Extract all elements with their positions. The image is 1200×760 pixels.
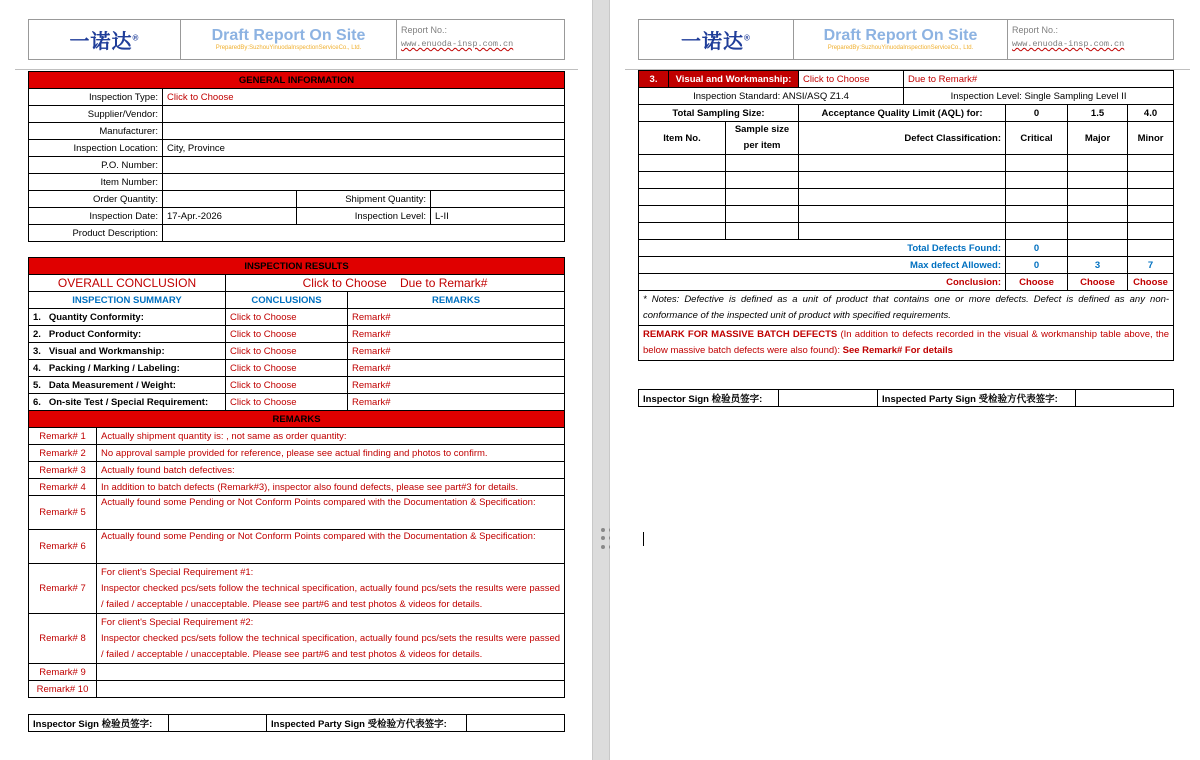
remark-label: Remark# 8: [29, 614, 97, 664]
massive-batch-see: See Remark# For details: [842, 345, 953, 356]
inspection-level: Inspection Level: Single Sampling Level II: [904, 88, 1174, 105]
remark-label: Remark# 5: [29, 496, 97, 530]
section-title: Visual and Workmanship:: [669, 71, 799, 88]
max-defect-major: 3: [1068, 257, 1128, 274]
summary-label: 5. Data Measurement / Weight:: [29, 377, 226, 394]
po-number-field[interactable]: [163, 157, 565, 174]
defect-item-cell[interactable]: [639, 223, 726, 240]
summary-row: [29, 377, 565, 394]
report-number-cell: [1008, 20, 1174, 60]
remark-row: [29, 681, 565, 698]
defect-sample-cell[interactable]: [726, 155, 799, 172]
defect-item-cell[interactable]: [639, 189, 726, 206]
defect-major-cell[interactable]: [1068, 189, 1128, 206]
company-logo: 一诺达®: [639, 20, 794, 60]
total-defects-critical: 0: [1006, 240, 1068, 257]
summary-choose[interactable]: Click to Choose: [226, 309, 348, 326]
remark-label: Remark# 1: [29, 428, 97, 445]
defect-critical-cell[interactable]: [1006, 155, 1068, 172]
total-defects-minor: [1128, 240, 1174, 257]
report-title-cell: [181, 20, 397, 60]
max-defect-label: Max defect Allowed:: [639, 257, 1006, 274]
inspection-summary-header: INSPECTION SUMMARY: [29, 292, 226, 309]
report-header: [638, 19, 1174, 60]
manufacturer-label: Manufacturer:: [29, 123, 163, 140]
item-number-label: Item Number:: [29, 174, 163, 191]
prepared-by: PreparedBy:SuzhouYinuodaInspectionServiceCo., Ltd.: [215, 45, 362, 51]
total-defects-major: [1068, 240, 1128, 257]
inspector-sign-field[interactable]: [779, 390, 878, 407]
defect-row: [639, 206, 1174, 223]
remark-row: [29, 428, 565, 445]
remark-row: [29, 530, 565, 564]
inspection-results-table: [28, 257, 565, 698]
remark-text[interactable]: Actually found batch defectives:: [97, 462, 565, 479]
max-defect-minor: 7: [1128, 257, 1174, 274]
defect-critical-cell[interactable]: [1006, 189, 1068, 206]
massive-batch-remark[interactable]: [639, 326, 1174, 361]
remark-text[interactable]: [97, 681, 565, 698]
summary-choose[interactable]: Click to Choose: [226, 360, 348, 377]
defect-major-cell[interactable]: [1068, 172, 1128, 189]
summary-label: 1. Quantity Conformity:: [29, 309, 226, 326]
defect-notes: * Notes: Defective is defined as a unit of product that contains one or more defects. Defect is defined as any non-conformance of the inspected unit of product with specified requirements.: [639, 291, 1174, 326]
sample-size-header: Sample size per item: [726, 122, 799, 155]
remark-text[interactable]: [97, 664, 565, 681]
website-link[interactable]: www.enuoda-insp.com.cn: [1012, 39, 1125, 49]
summary-choose[interactable]: Click to Choose: [226, 326, 348, 343]
total-defects-label: Total Defects Found:: [639, 240, 1006, 257]
defect-row: [639, 172, 1174, 189]
text-cursor: [643, 532, 644, 546]
defect-major-cell[interactable]: [1068, 155, 1128, 172]
summary-label: 6. On-site Test / Special Requirement:: [29, 394, 226, 411]
defect-sample-cell[interactable]: [726, 189, 799, 206]
summary-choose[interactable]: Click to Choose: [226, 343, 348, 360]
inspector-sign-label: Inspector Sign 检验员签字:: [29, 715, 169, 732]
report-title: Draft Report On Site: [823, 27, 978, 44]
summary-choose[interactable]: Click to Choose: [226, 377, 348, 394]
remark-row: [29, 496, 565, 530]
defect-classification-header: Defect Classification:: [799, 122, 1006, 155]
overall-conclusion-value[interactable]: Click to Choose Due to Remark#: [226, 275, 565, 292]
visual-due-remark[interactable]: Due to Remark#: [904, 71, 1174, 88]
conclusion-major-choose[interactable]: Choose: [1068, 274, 1128, 291]
defect-critical-cell[interactable]: [1006, 223, 1068, 240]
product-description-field[interactable]: [163, 225, 565, 242]
report-title-cell: [794, 20, 1008, 60]
major-header: Major: [1068, 122, 1128, 155]
remark-body: Inspector checked pcs/sets follow the technical specification, actually found pcs/sets the results were passed / failed / acceptable / unacceptable. Please see part#6 and test photos & videos for details.: [101, 582, 561, 610]
manufacturer-field[interactable]: [163, 123, 565, 140]
summary-remark[interactable]: Remark#: [348, 377, 565, 394]
page-gutter: [592, 0, 610, 760]
inspected-party-sign-label: Inspected Party Sign 受检验方代表签字:: [878, 390, 1076, 407]
remark-subtitle: For client's Special Requirement #2:: [101, 616, 254, 628]
summary-remark[interactable]: Remark#: [348, 360, 565, 377]
remark-text[interactable]: Actually shipment quantity is: , not same as order quantity:: [97, 428, 565, 445]
inspection-level-label: Inspection Level:: [297, 208, 431, 225]
summary-remark[interactable]: Remark#: [348, 394, 565, 411]
defect-desc-cell[interactable]: [799, 206, 1006, 223]
aql-critical: 0: [1006, 105, 1068, 122]
inspection-type-dropdown[interactable]: Click to Choose: [163, 89, 565, 106]
remark-text[interactable]: [97, 564, 565, 614]
product-description-label: Product Description:: [29, 225, 163, 242]
inspection-results-banner: INSPECTION RESULTS: [29, 258, 565, 275]
massive-batch-title: REMARK FOR MASSIVE BATCH DEFECTS: [643, 329, 838, 340]
aql-major: 1.5: [1068, 105, 1128, 122]
defect-critical-cell[interactable]: [1006, 206, 1068, 223]
remarks-header: REMARKS: [348, 292, 565, 309]
defect-minor-cell[interactable]: [1128, 172, 1174, 189]
summary-row: [29, 360, 565, 377]
defect-major-cell[interactable]: [1068, 206, 1128, 223]
document-page-right: [610, 0, 1200, 760]
minor-header: Minor: [1128, 122, 1174, 155]
remark-text[interactable]: In addition to batch defects (Remark#3), inspector also found defects, please see part#3 for details.: [97, 479, 565, 496]
order-quantity-label: Order Quantity:: [29, 191, 163, 208]
defect-desc-cell[interactable]: [799, 223, 1006, 240]
inspector-sign-field[interactable]: [169, 715, 267, 732]
section-number: 3.: [639, 71, 669, 88]
signature-table: [638, 389, 1174, 407]
remark-text[interactable]: Actually found some Pending or Not Conform Points compared with the Documentation & Specification:: [97, 530, 565, 564]
overall-conclusion-label: OVERALL CONCLUSION: [29, 275, 226, 292]
remark-text[interactable]: [97, 614, 565, 664]
inspected-party-sign-field[interactable]: [467, 715, 565, 732]
remark-body: Inspector checked pcs/sets follow the technical specification, actually found pcs/sets the results were passed / failed / acceptable / unacceptable. Please see part#6 and test photos & videos for details.: [101, 632, 561, 660]
inspected-party-sign-field[interactable]: [1076, 390, 1174, 407]
inspection-level-field[interactable]: L-II: [431, 208, 565, 225]
defect-row: [639, 223, 1174, 240]
general-information-banner: GENERAL INFORMATION: [29, 72, 565, 89]
defect-sample-cell[interactable]: [726, 172, 799, 189]
summary-row: [29, 309, 565, 326]
summary-remark[interactable]: Remark#: [348, 309, 565, 326]
supplier-field[interactable]: [163, 106, 565, 123]
report-number-cell: [397, 20, 565, 60]
critical-header: Critical: [1006, 122, 1068, 155]
general-information-table: [28, 71, 565, 242]
website-link[interactable]: www.enuoda-insp.com.cn: [401, 39, 514, 49]
remark-label: Remark# 3: [29, 462, 97, 479]
inspection-standard: Inspection Standard: ANSI/ASQ Z1.4: [639, 88, 904, 105]
summary-row: [29, 343, 565, 360]
summary-label: 3. Visual and Workmanship:: [29, 343, 226, 360]
signature-table: [28, 714, 565, 732]
defect-minor-cell[interactable]: [1128, 189, 1174, 206]
defect-minor-cell[interactable]: [1128, 155, 1174, 172]
aql-label: Acceptance Quality Limit (AQL) for:: [799, 105, 1006, 122]
defect-desc-cell[interactable]: [799, 189, 1006, 206]
max-defect-critical: 0: [1006, 257, 1068, 274]
conclusion-critical-choose[interactable]: Choose: [1006, 274, 1068, 291]
item-number-field[interactable]: [163, 174, 565, 191]
summary-remark[interactable]: Remark#: [348, 326, 565, 343]
remark-label: Remark# 6: [29, 530, 97, 564]
remark-row: [29, 664, 565, 681]
item-no-header: Item No.: [639, 122, 726, 155]
visual-conclusion-choose[interactable]: Click to Choose: [799, 71, 904, 88]
conclusion-minor-choose[interactable]: Choose: [1128, 274, 1174, 291]
supplier-label: Supplier/Vendor:: [29, 106, 163, 123]
remark-subtitle: For client's Special Requirement #1:: [101, 566, 254, 578]
defect-item-cell[interactable]: [639, 155, 726, 172]
company-logo: 一诺达®: [29, 20, 181, 60]
summary-remark[interactable]: Remark#: [348, 343, 565, 360]
total-sampling-label: Total Sampling Size:: [639, 105, 799, 122]
inspected-party-sign-label: Inspected Party Sign 受检验方代表签字:: [267, 715, 467, 732]
prepared-by: PreparedBy:SuzhouYinuodaInspectionServiceCo., Ltd.: [827, 45, 974, 51]
shipment-quantity-label: Shipment Quantity:: [297, 191, 431, 208]
report-header: [28, 19, 565, 60]
defect-item-cell[interactable]: [639, 206, 726, 223]
summary-label: 4. Packing / Marking / Labeling:: [29, 360, 226, 377]
remarks-banner: REMARKS: [29, 411, 565, 428]
remark-label: Remark# 4: [29, 479, 97, 496]
defect-sample-cell[interactable]: [726, 206, 799, 223]
inspection-date-field[interactable]: 17-Apr.-2026: [163, 208, 297, 225]
summary-choose[interactable]: Click to Choose: [226, 394, 348, 411]
inspector-sign-label: Inspector Sign 检验员签字:: [639, 390, 779, 407]
po-number-label: P.O. Number:: [29, 157, 163, 174]
defect-sample-cell[interactable]: [726, 223, 799, 240]
defect-critical-cell[interactable]: [1006, 172, 1068, 189]
order-quantity-field[interactable]: [163, 191, 297, 208]
defect-minor-cell[interactable]: [1128, 223, 1174, 240]
aql-minor: 4.0: [1128, 105, 1174, 122]
defect-row: [639, 189, 1174, 206]
summary-row: [29, 394, 565, 411]
conclusion-label: Conclusion:: [639, 274, 1006, 291]
remark-row: [29, 462, 565, 479]
remark-row: [29, 445, 565, 462]
header-rule: [15, 69, 578, 70]
inspection-location-label: Inspection Location:: [29, 140, 163, 157]
inspection-type-label: Inspection Type:: [29, 89, 163, 106]
defect-desc-cell[interactable]: [799, 172, 1006, 189]
remark-row: [29, 479, 565, 496]
remark-row: [29, 614, 565, 664]
summary-row: [29, 326, 565, 343]
visual-workmanship-table: [638, 70, 1174, 361]
document-page-left: [0, 0, 592, 760]
conclusions-header: CONCLUSIONS: [226, 292, 348, 309]
defect-desc-cell[interactable]: [799, 155, 1006, 172]
report-title: Draft Report On Site: [211, 27, 366, 44]
remark-label: Remark# 10: [29, 681, 97, 698]
remark-text[interactable]: No approval sample provided for reference, please see actual finding and photos to confirm.: [97, 445, 565, 462]
report-number-label: Report No.:: [401, 25, 448, 35]
remark-text[interactable]: Actually found some Pending or Not Conform Points compared with the Documentation & Specification:: [97, 496, 565, 530]
defect-major-cell[interactable]: [1068, 223, 1128, 240]
remark-label: Remark# 7: [29, 564, 97, 614]
defect-item-cell[interactable]: [639, 172, 726, 189]
inspection-location-field[interactable]: City, Province: [163, 140, 565, 157]
inspection-date-label: Inspection Date:: [29, 208, 163, 225]
report-number-label: Report No.:: [1012, 25, 1059, 35]
summary-label: 2. Product Conformity:: [29, 326, 226, 343]
massive-batch-text: (In addition to defects recorded in the visual & workmanship table above, the below massive batch defects were also found):: [643, 329, 1170, 356]
shipment-quantity-field[interactable]: [431, 191, 565, 208]
remark-label: Remark# 2: [29, 445, 97, 462]
remark-label: Remark# 9: [29, 664, 97, 681]
remark-row: [29, 564, 565, 614]
defect-row: [639, 155, 1174, 172]
defect-minor-cell[interactable]: [1128, 206, 1174, 223]
